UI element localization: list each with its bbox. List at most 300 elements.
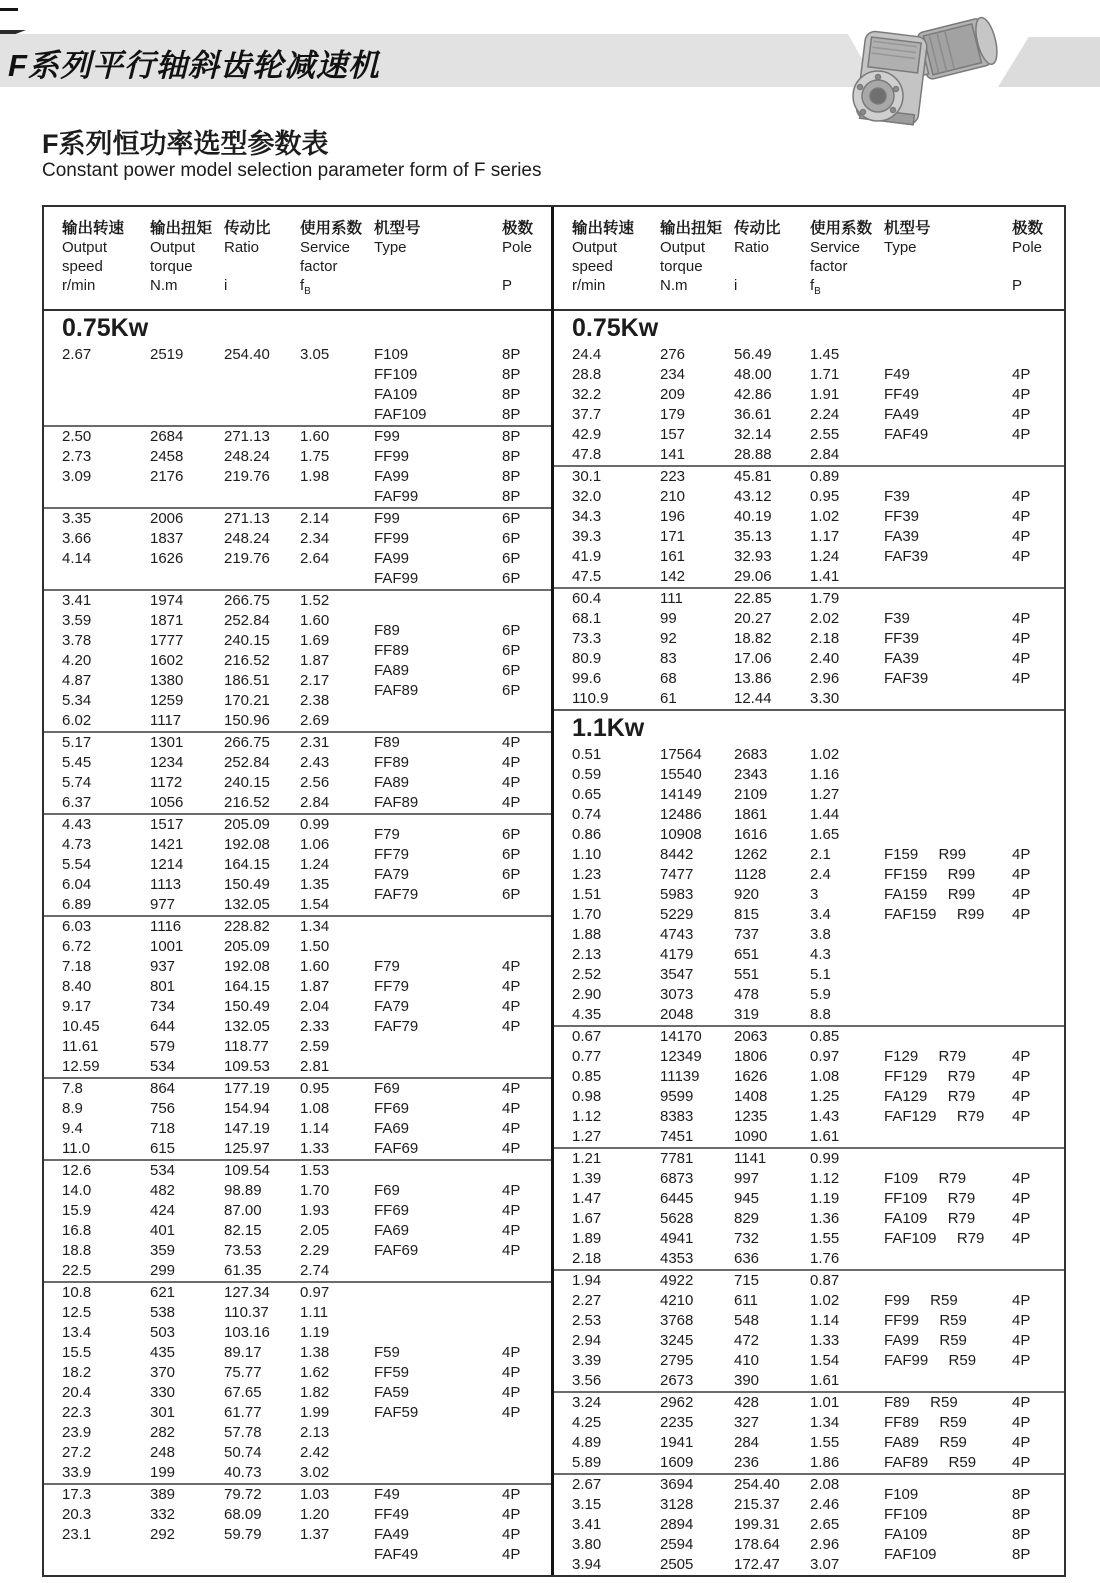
output-speed-cell: 1.70: [572, 906, 602, 923]
type-row: [374, 977, 551, 997]
service-factor-cell: 1.41: [810, 568, 840, 585]
column-header-unit: [374, 276, 502, 295]
ratio-block: [554, 1473, 1064, 1575]
service-factor-cell: 1.65: [810, 826, 840, 843]
service-factor-cell: 1.33: [300, 1140, 330, 1157]
column-header-cn: 使用系数: [300, 220, 363, 237]
power-section-label: 1.1Kw: [554, 709, 1064, 745]
ratio-cell: 551: [734, 966, 760, 983]
ratio-block: [554, 1269, 1064, 1391]
output-torque-cell: 1056: [150, 794, 184, 811]
model-type-cell: FAF99 R59: [884, 1352, 977, 1369]
service-factor-cell: 1.98: [300, 468, 330, 485]
service-factor-cell: 3.02: [300, 1464, 330, 1481]
output-torque-cell: 579: [150, 1038, 176, 1055]
pole-cell: 4P: [502, 958, 521, 975]
pole-cell: 4P: [1012, 1352, 1031, 1369]
ratio-cell: 715: [734, 1272, 760, 1289]
column-header-unit: [734, 276, 810, 295]
column-header-en: torque: [660, 258, 703, 275]
service-factor-cell: 3.07: [810, 1556, 840, 1573]
output-speed-cell: 2.13: [572, 946, 602, 963]
output-torque-cell: 3547: [660, 966, 694, 983]
ratio-cell: 103.16: [224, 1324, 270, 1341]
model-type-cell: FF109: [374, 366, 418, 383]
ratio-cell: 61.77: [224, 1404, 262, 1421]
ratio-cell: 57.78: [224, 1424, 262, 1441]
service-factor-cell: 1.33: [810, 1332, 840, 1349]
power-section-label: 0.75Kw: [572, 314, 659, 342]
power-section: [554, 311, 1064, 709]
column-header-en: Output: [660, 239, 706, 256]
ratio-cell: 109.53: [224, 1058, 270, 1075]
service-factor-cell: 1.38: [300, 1344, 330, 1361]
service-factor-cell: 1.34: [810, 1414, 840, 1431]
table-row: [554, 965, 1064, 985]
service-factor-cell: 1.14: [810, 1312, 840, 1329]
service-factor-cell: 1.02: [810, 1292, 840, 1309]
output-torque-cell: 482: [150, 1182, 176, 1199]
output-torque-cell: 4743: [660, 926, 694, 943]
type-row: [884, 609, 1064, 629]
output-torque-cell: 5983: [660, 886, 694, 903]
type-row: [374, 529, 551, 549]
type-row: [884, 487, 1064, 507]
column-header-en: [734, 257, 810, 276]
ratio-cell: 327: [734, 1414, 760, 1431]
ratio-cell: 945: [734, 1190, 760, 1207]
output-torque-cell: 2519: [150, 346, 184, 363]
output-speed-cell: 17.3: [62, 1486, 92, 1503]
type-row: [374, 1221, 551, 1241]
pole-cell: 4P: [502, 774, 521, 791]
output-speed-cell: 32.0: [572, 488, 602, 505]
ratio-cell: 199.31: [734, 1516, 780, 1533]
column-header-unit: [884, 276, 1012, 295]
column-header-unit: [810, 276, 884, 295]
column-header-cn: 传动比: [734, 220, 781, 237]
type-row: [374, 1241, 551, 1261]
type-row: [374, 1181, 551, 1201]
output-speed-cell: 10.45: [62, 1018, 100, 1035]
output-speed-cell: 3.56: [572, 1372, 602, 1389]
table-row: [44, 1463, 551, 1483]
table-row: [44, 591, 551, 611]
output-speed-cell: 0.67: [572, 1028, 602, 1045]
type-row: [884, 527, 1064, 547]
output-speed-cell: 6.72: [62, 938, 92, 955]
ratio-cell: 12.44: [734, 690, 772, 707]
output-speed-cell: 18.8: [62, 1242, 92, 1259]
output-torque-cell: 389: [150, 1486, 176, 1503]
model-type-cell: FA39: [884, 650, 920, 667]
model-type-cell: FAF59: [374, 1404, 419, 1421]
model-type-cell: FAF69: [374, 1242, 419, 1259]
pole-cell: 4P: [1012, 1454, 1031, 1471]
ratio-cell: 651: [734, 946, 760, 963]
output-speed-cell: 1.21: [572, 1150, 602, 1167]
service-factor-cell: 1.08: [300, 1100, 330, 1117]
pole-cell: 4P: [502, 1526, 521, 1543]
table-row: [44, 1323, 551, 1343]
column-header: [300, 219, 374, 295]
ratio-cell: 164.15: [224, 856, 270, 873]
column-header: [572, 219, 660, 295]
ratio-cell: 61.35: [224, 1262, 262, 1279]
output-torque-cell: 12486: [660, 806, 702, 823]
pole-cell: 4P: [1012, 1312, 1031, 1329]
service-factor-cell: 1.60: [300, 612, 330, 629]
type-row: [374, 1485, 551, 1505]
column-header-en: Ratio: [734, 239, 770, 256]
table-row: [554, 1149, 1064, 1169]
service-factor-cell: 0.97: [810, 1048, 840, 1065]
model-type-cell: FF109 R79: [884, 1190, 976, 1207]
type-row: [374, 661, 551, 681]
service-factor-cell: 3.30: [810, 690, 840, 707]
column-header: [224, 219, 300, 295]
type-list: [884, 487, 1064, 567]
output-speed-cell: 80.9: [572, 650, 602, 667]
output-speed-cell: 0.65: [572, 786, 602, 803]
pole-cell: 4P: [1012, 1048, 1031, 1065]
model-type-cell: FA99: [374, 468, 410, 485]
service-factor-cell: 1.19: [810, 1190, 840, 1207]
ratio-cell: 636: [734, 1250, 760, 1267]
output-speed-cell: 1.88: [572, 926, 602, 943]
ratio-block: [554, 1147, 1064, 1269]
ratio-cell: 252.84: [224, 612, 270, 629]
model-type-cell: FF109: [884, 1506, 928, 1523]
type-row: [884, 905, 1064, 925]
ratio-cell: 236: [734, 1454, 760, 1471]
output-speed-cell: 1.89: [572, 1230, 602, 1247]
column-header-en: Service: [300, 239, 351, 256]
output-torque-cell: 1609: [660, 1454, 694, 1471]
column-header-en: torque: [150, 258, 193, 275]
column-header-en: [1012, 257, 1063, 276]
type-row: [374, 1363, 551, 1383]
service-factor-cell: 1.62: [300, 1364, 330, 1381]
type-row: [374, 1201, 551, 1221]
ratio-cell: 1262: [734, 846, 768, 863]
pole-cell: 4P: [1012, 1108, 1031, 1125]
output-torque-cell: 9599: [660, 1088, 694, 1105]
output-torque-cell: 6445: [660, 1190, 694, 1207]
pole-cell: 4P: [1012, 1170, 1031, 1187]
unit-symbol: f: [300, 277, 305, 294]
table-row: [554, 345, 1064, 365]
ratio-cell: 284: [734, 1434, 760, 1451]
column-header-unit: [224, 276, 300, 295]
column-header-cn: 极数: [1012, 220, 1044, 237]
service-factor-cell: 2.96: [810, 670, 840, 687]
service-factor-cell: 1.14: [300, 1120, 330, 1137]
ratio-cell: 215.37: [734, 1496, 780, 1513]
service-factor-cell: 2.64: [300, 550, 330, 567]
column-header-unit: [62, 276, 150, 295]
column-header-unit: [150, 276, 224, 295]
ratio-cell: 205.09: [224, 816, 270, 833]
table-row: [554, 1271, 1064, 1291]
model-type-cell: FA109: [374, 386, 418, 403]
output-speed-cell: 42.9: [572, 426, 602, 443]
table-row: [554, 765, 1064, 785]
output-torque-cell: 1517: [150, 816, 184, 833]
service-factor-cell: 1.79: [810, 590, 840, 607]
output-torque-cell: 1974: [150, 592, 184, 609]
table-row: [44, 1261, 551, 1281]
type-row: [374, 845, 551, 865]
output-torque-cell: 1837: [150, 530, 184, 547]
service-factor-cell: 0.97: [300, 1284, 330, 1301]
type-row: [374, 1079, 551, 1099]
column-header: [150, 219, 224, 295]
ratio-cell: 150.49: [224, 876, 270, 893]
service-factor-cell: 1.37: [300, 1526, 330, 1543]
output-torque-cell: 1001: [150, 938, 184, 955]
model-type-cell: F129 R79: [884, 1048, 967, 1065]
service-factor-cell: 1.08: [810, 1068, 840, 1085]
output-speed-cell: 0.59: [572, 766, 602, 783]
output-torque-cell: 1113: [150, 876, 182, 893]
output-speed-cell: 2.73: [62, 448, 92, 465]
model-type-cell: FA79: [374, 998, 410, 1015]
column-header-cn: 使用系数: [810, 220, 873, 237]
ratio-cell: 132.05: [224, 896, 270, 913]
type-list: [374, 427, 551, 507]
ratio-cell: 186.51: [224, 672, 270, 689]
type-list: [374, 1343, 551, 1423]
output-speed-cell: 2.50: [62, 428, 92, 445]
service-factor-cell: 2.40: [810, 650, 840, 667]
ratio-cell: 150.49: [224, 998, 270, 1015]
ratio-cell: 815: [734, 906, 760, 923]
output-speed-cell: 8.9: [62, 1100, 83, 1117]
output-torque-cell: 179: [660, 406, 686, 423]
output-speed-cell: 0.77: [572, 1048, 602, 1065]
type-row: [374, 569, 551, 589]
output-torque-cell: 2594: [660, 1536, 694, 1553]
pole-cell: 8P: [502, 428, 521, 445]
table-row: [554, 689, 1064, 709]
model-type-cell: FF99: [374, 448, 410, 465]
ratio-cell: 132.05: [224, 1018, 270, 1035]
pole-cell: 4P: [1012, 1190, 1031, 1207]
type-row: [884, 1393, 1064, 1413]
service-factor-cell: 1.36: [810, 1210, 840, 1227]
type-row: [374, 509, 551, 529]
pole-cell: 4P: [502, 1202, 521, 1219]
type-row: [884, 629, 1064, 649]
ratio-cell: 254.40: [224, 346, 270, 363]
output-speed-cell: 20.4: [62, 1384, 92, 1401]
ratio-cell: 36.61: [734, 406, 772, 423]
output-torque-cell: 276: [660, 346, 686, 363]
model-type-cell: FAF79: [374, 1018, 419, 1035]
output-speed-cell: 7.18: [62, 958, 92, 975]
model-type-cell: F79: [374, 826, 400, 843]
service-factor-cell: 1.91: [810, 386, 840, 403]
service-factor-cell: 1.86: [810, 1454, 840, 1471]
type-row: [374, 773, 551, 793]
service-factor-cell: 1.69: [300, 632, 330, 649]
pole-cell: 4P: [1012, 670, 1031, 687]
service-factor-cell: 1.01: [810, 1394, 840, 1411]
ratio-cell: 737: [734, 926, 760, 943]
pole-cell: 4P: [502, 1140, 521, 1157]
column-header-unit: [502, 276, 553, 295]
service-factor-cell: 2.24: [810, 406, 840, 423]
model-type-cell: FAF49: [884, 426, 929, 443]
ratio-cell: 319: [734, 1006, 760, 1023]
model-type-cell: FAF39: [884, 548, 929, 565]
output-speed-cell: 6.04: [62, 876, 92, 893]
output-torque-cell: 756: [150, 1100, 176, 1117]
ratio-cell: 548: [734, 1312, 760, 1329]
unit-subscript: B: [814, 286, 821, 297]
ratio-cell: 48.00: [734, 366, 772, 383]
column-header-cn: 机型号: [374, 220, 421, 237]
output-torque-cell: 301: [150, 1404, 176, 1421]
ratio-cell: 216.52: [224, 794, 270, 811]
service-factor-cell: 2.55: [810, 426, 840, 443]
column-header-en: Type: [884, 239, 917, 256]
output-torque-cell: 1234: [150, 754, 184, 771]
output-speed-cell: 28.8: [572, 366, 602, 383]
output-torque-cell: 2176: [150, 468, 184, 485]
model-type-cell: FAF39: [884, 670, 929, 687]
service-factor-cell: 2.43: [300, 754, 330, 771]
service-factor-cell: 1.20: [300, 1506, 330, 1523]
ratio-cell: 118.77: [224, 1038, 269, 1055]
table-row: [554, 945, 1064, 965]
type-row: [374, 957, 551, 977]
output-speed-cell: 0.74: [572, 806, 602, 823]
type-list: [374, 1079, 551, 1159]
service-factor-cell: 1.25: [810, 1088, 840, 1105]
ratio-cell: 172.47: [734, 1556, 780, 1573]
ratio-block: [44, 589, 551, 731]
output-speed-cell: 2.53: [572, 1312, 602, 1329]
output-speed-cell: 1.23: [572, 866, 602, 883]
output-speed-cell: 15.9: [62, 1202, 92, 1219]
section-title-cn: F系列恒功率选型参数表: [42, 129, 329, 159]
output-torque-cell: 801: [150, 978, 176, 995]
pole-cell: 4P: [1012, 1434, 1031, 1451]
type-row: [884, 1413, 1064, 1433]
output-torque-cell: 2458: [150, 448, 184, 465]
output-speed-cell: 99.6: [572, 670, 602, 687]
pole-cell: 4P: [502, 754, 521, 771]
output-torque-cell: 5628: [660, 1210, 694, 1227]
ratio-cell: 240.15: [224, 632, 270, 649]
output-speed-cell: 4.35: [572, 1006, 602, 1023]
output-speed-cell: 1.39: [572, 1170, 602, 1187]
model-type-cell: F69: [374, 1182, 400, 1199]
pole-cell: 4P: [1012, 1068, 1031, 1085]
type-row: [374, 753, 551, 773]
type-row: [374, 345, 551, 365]
type-row: [884, 547, 1064, 567]
service-factor-cell: 2.02: [810, 610, 840, 627]
service-factor-cell: 1.50: [300, 938, 330, 955]
service-factor-cell: 5.9: [810, 986, 831, 1003]
type-list: [884, 1393, 1064, 1473]
ratio-cell: 29.06: [734, 568, 772, 585]
output-torque-cell: 92: [660, 630, 677, 647]
ratio-cell: 28.88: [734, 446, 772, 463]
pole-cell: 4P: [502, 1546, 521, 1563]
type-row: [374, 467, 551, 487]
ratio-cell: 75.77: [224, 1364, 262, 1381]
model-type-cell: F39: [884, 610, 910, 627]
output-torque-cell: 61: [660, 690, 677, 707]
type-row: [374, 447, 551, 467]
pole-cell: 4P: [1012, 1210, 1031, 1227]
output-speed-cell: 1.12: [572, 1108, 602, 1125]
service-factor-cell: 2.08: [810, 1476, 840, 1493]
ratio-cell: 67.65: [224, 1384, 262, 1401]
output-torque-cell: 4941: [660, 1230, 694, 1247]
service-factor-cell: 2.18: [810, 630, 840, 647]
output-speed-cell: 12.5: [62, 1304, 92, 1321]
output-torque-cell: 234: [660, 366, 686, 383]
pole-cell: 4P: [502, 1404, 521, 1421]
type-row: [884, 1311, 1064, 1331]
table-row: [44, 1037, 551, 1057]
ratio-cell: 32.14: [734, 426, 772, 443]
type-row: [884, 1433, 1064, 1453]
model-type-cell: FA109 R79: [884, 1210, 976, 1227]
pole-cell: 4P: [502, 978, 521, 995]
model-type-cell: FAF99: [374, 570, 419, 587]
output-torque-cell: 4353: [660, 1250, 694, 1267]
column-header-en: Ratio: [224, 239, 260, 256]
ratio-cell: 177.19: [224, 1080, 270, 1097]
table-row: [44, 711, 551, 731]
output-speed-cell: 23.1: [62, 1526, 92, 1543]
unit-symbol: r/min: [62, 277, 96, 294]
model-type-cell: FF39: [884, 508, 920, 525]
output-torque-cell: 2962: [660, 1394, 694, 1411]
model-type-cell: FAF109: [884, 1546, 937, 1563]
output-torque-cell: 15540: [660, 766, 702, 783]
output-speed-cell: 1.67: [572, 1210, 602, 1227]
parameter-table: [42, 205, 1066, 1577]
type-row: [884, 1229, 1064, 1249]
column-header-en: Service: [810, 239, 861, 256]
output-speed-cell: 24.4: [572, 346, 602, 363]
service-factor-cell: 1.76: [810, 1250, 840, 1267]
output-torque-cell: 1380: [150, 672, 184, 689]
column-header: [1012, 219, 1063, 295]
output-torque-cell: 937: [150, 958, 176, 975]
column-header-cn: 输出转速: [62, 220, 125, 237]
type-row: [374, 1119, 551, 1139]
output-speed-cell: 5.45: [62, 754, 92, 771]
column-header-en: [224, 257, 300, 276]
model-type-cell: FF59: [374, 1364, 410, 1381]
table-row: [554, 805, 1064, 825]
table-row: [44, 1303, 551, 1323]
service-factor-cell: 1.35: [300, 876, 330, 893]
model-type-cell: FA69: [374, 1120, 410, 1137]
ratio-block: [44, 1281, 551, 1483]
service-factor-cell: 0.99: [810, 1150, 840, 1167]
output-speed-cell: 3.66: [62, 530, 92, 547]
ratio-block: [44, 813, 551, 915]
